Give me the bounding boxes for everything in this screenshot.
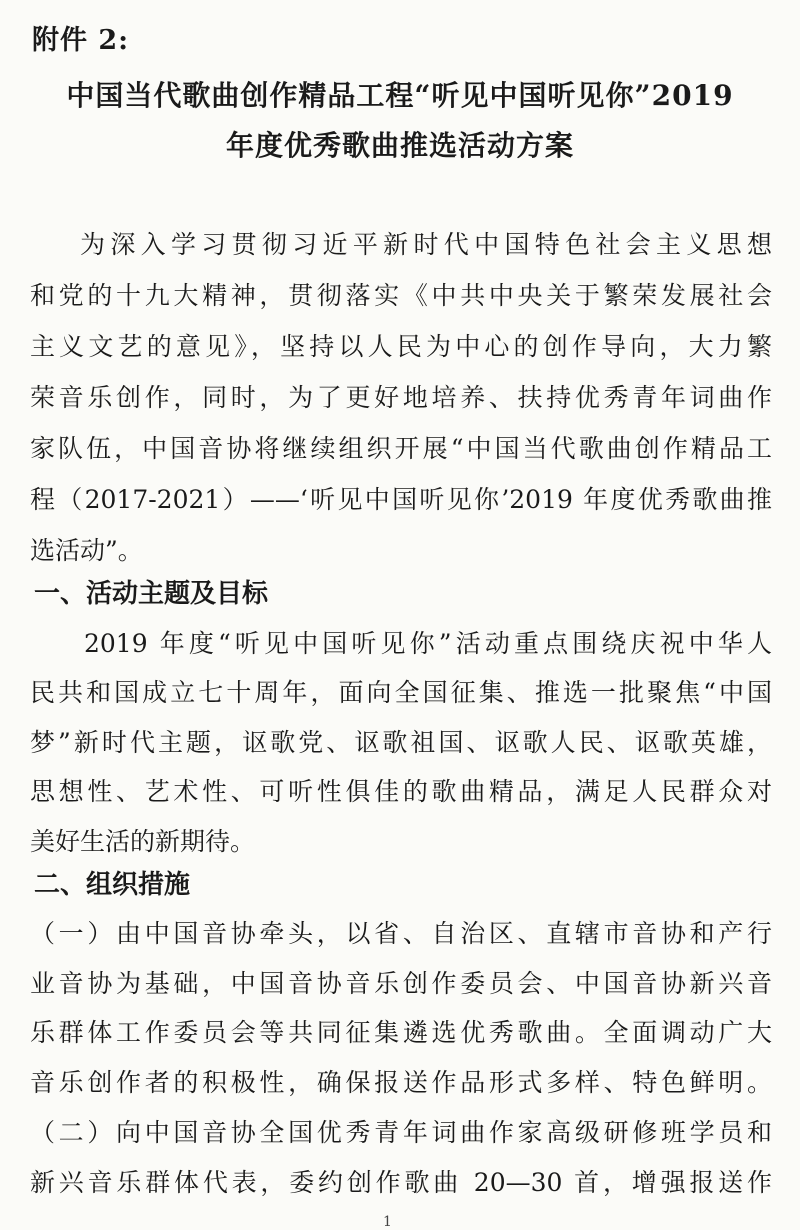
section-2-line: 乐群体工作委员会等共同征集遴选优秀歌曲。全面调动广大 [30, 1018, 772, 1047]
section-1-line: 2019 年度“听见中国听见你”活动重点围绕庆祝中华人 [84, 629, 772, 658]
section-2-line: （一）由中国音协牵头，以省、自治区、直辖市音协和产行 [30, 919, 772, 948]
intro-line: 为深入学习贯彻习近平新时代中国特色社会主义思想 [80, 230, 772, 259]
section-1-line: 美好生活的新期待。 [30, 827, 256, 856]
intro-line: 主义文艺的意见》，坚持以人民为中心的创作导向，大力繁 [30, 332, 772, 361]
document-title-line-1: 中国当代歌曲创作精品工程“听见中国听见你”2019 [66, 79, 734, 112]
section-1-line: 梦”新时代主题，讴歌党、讴歌祖国、讴歌人民、讴歌英雄， [30, 728, 772, 757]
section-heading-1: 一、活动主题及目标 [34, 579, 269, 609]
section-2-line: 新兴音乐群体代表，委约创作歌曲 20—30 首，增强报送作 [30, 1168, 772, 1197]
section-2-line: 音乐创作者的积极性，确保报送作品形式多样、特色鲜明。 [30, 1068, 772, 1097]
section-2-line: 业音协为基础，中国音协音乐创作委员会、中国音协新兴音 [30, 969, 772, 998]
intro-line: 荣音乐创作，同时，为了更好地培养、扶持优秀青年词曲作 [30, 383, 772, 412]
intro-line: 程（2017-2021）——‘听见中国听见你’2019 年度优秀歌曲推 [30, 485, 772, 514]
section-1-line: 民共和国成立七十周年，面向全国征集、推选一批聚焦“中国 [30, 678, 772, 707]
intro-line: 家队伍，中国音协将继续组织开展“中国当代歌曲创作精品工 [30, 434, 772, 463]
section-1-line: 思想性、艺术性、可听性俱佳的歌曲精品，满足人民群众对 [30, 777, 772, 806]
intro-line: 选活动”。 [30, 536, 143, 565]
page-number: 1 [383, 1214, 392, 1230]
document-title-line-2: 年度优秀歌曲推选活动方案 [225, 129, 574, 162]
attachment-label: 附件 2: [32, 25, 130, 56]
section-heading-2: 二、组织措施 [34, 870, 191, 900]
section-2-line: （二）向中国音协全国优秀青年词曲作家高级研修班学员和 [30, 1118, 772, 1147]
intro-line: 和党的十九大精神，贯彻落实《中共中央关于繁荣发展社会 [30, 281, 772, 310]
